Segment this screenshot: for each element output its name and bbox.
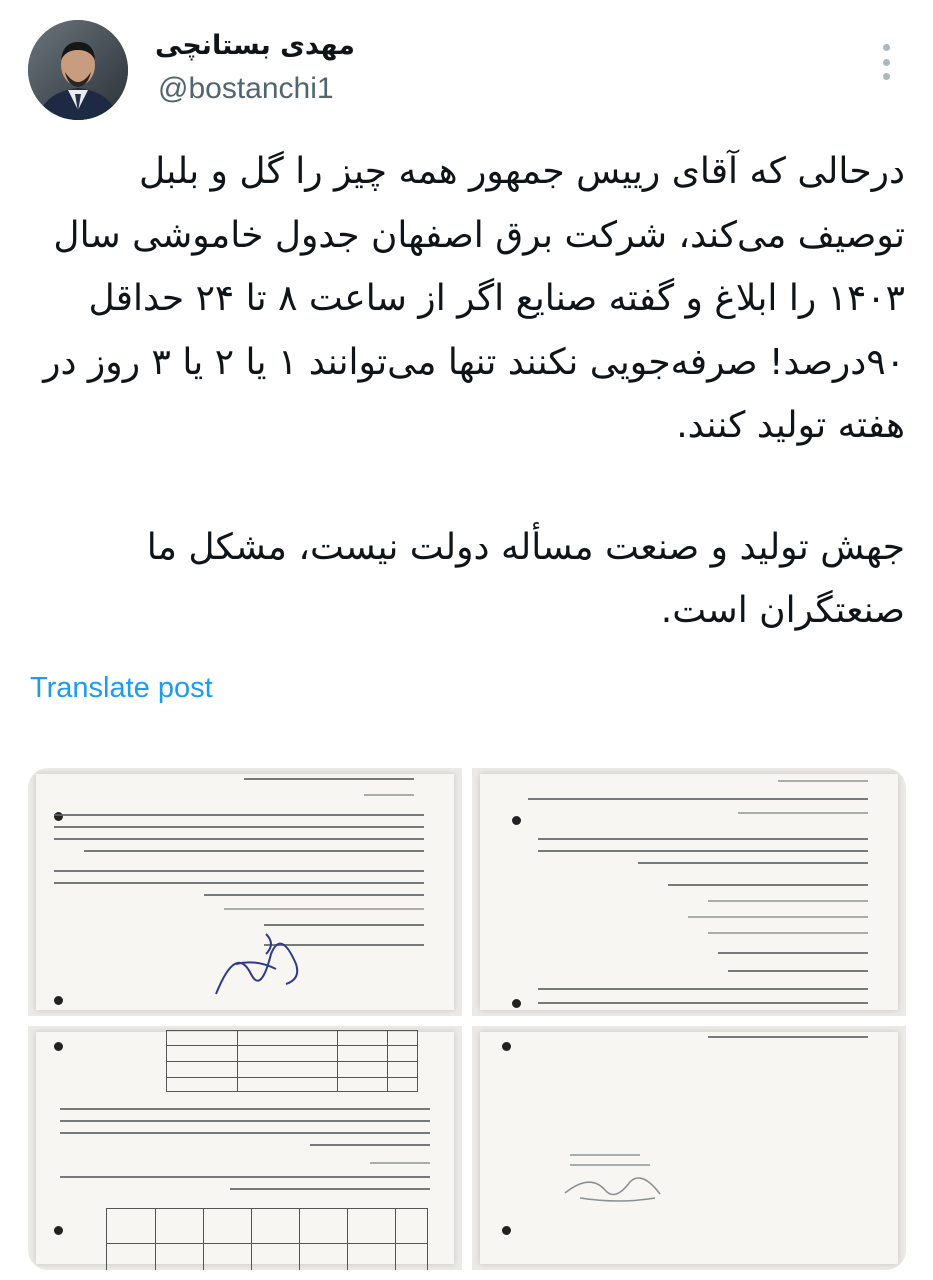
- avatar[interactable]: [28, 20, 128, 120]
- signature: [560, 1168, 670, 1208]
- translate-post-link[interactable]: Translate post: [30, 672, 213, 704]
- punch-hole: [512, 999, 521, 1008]
- media-image-1[interactable]: [28, 768, 462, 1016]
- media-grid: [28, 768, 906, 1270]
- document-page: [36, 774, 454, 1010]
- punch-hole: [54, 1042, 63, 1051]
- media-image-4[interactable]: [472, 1026, 906, 1270]
- punch-hole: [502, 1226, 511, 1235]
- author-handle[interactable]: @bostanchi1: [158, 72, 334, 105]
- media-image-2[interactable]: [472, 768, 906, 1016]
- punch-hole: [512, 816, 521, 825]
- document-page: [480, 774, 898, 1010]
- dot: [883, 44, 890, 51]
- author-display-name[interactable]: مهدی بستانچی: [155, 30, 355, 61]
- tweet-paragraph-1: درحالی که آقای رییس جمهور همه چیز را گل و بلبل توصیف می‌کند، شرکت برق اصفهان جدول خاموشی سال ۱۴۰۳ را ابلاغ و گفته صنایع اگر از ساعت ۸ تا ۲۴ حداقل ۹۰درصد! صرفه‌جویی نکنند تنها می‌توانند ۱ یا ۲ یا ۳ روز در هفته تولید کنند.: [43, 151, 905, 446]
- signature: [206, 924, 316, 1004]
- document-page: [480, 1032, 898, 1264]
- avatar-photo-icon: [28, 20, 128, 120]
- punch-hole: [502, 1042, 511, 1051]
- document-page: [36, 1032, 454, 1264]
- media-image-3[interactable]: [28, 1026, 462, 1270]
- dot: [883, 59, 890, 66]
- tweet-text: [25, 140, 905, 643]
- punch-hole: [54, 996, 63, 1005]
- quota-table: [166, 1030, 418, 1092]
- punch-hole: [54, 1226, 63, 1235]
- more-options-icon[interactable]: [876, 42, 896, 82]
- schedule-table: [106, 1208, 428, 1270]
- tweet-paragraph-2: جهش تولید و صنعت مسأله دولت نیست، مشکل ما صنعتگران است.: [146, 526, 905, 631]
- dot: [883, 73, 890, 80]
